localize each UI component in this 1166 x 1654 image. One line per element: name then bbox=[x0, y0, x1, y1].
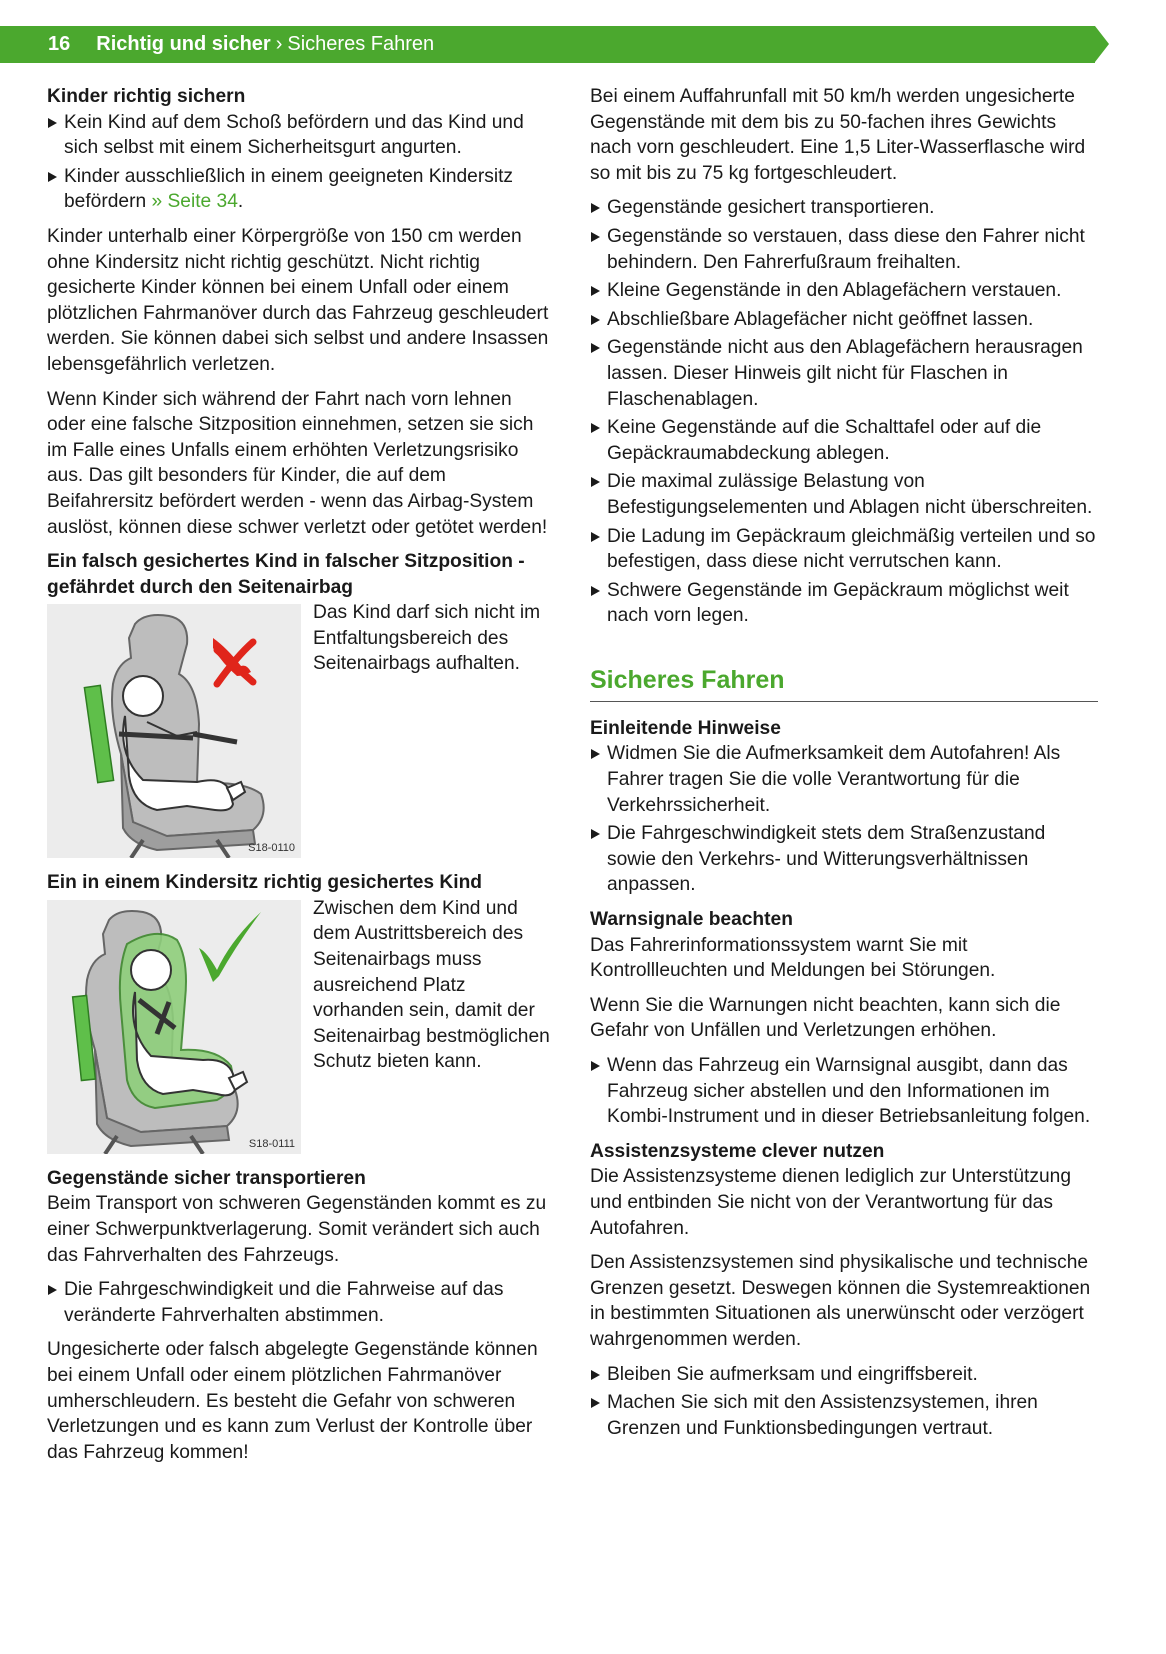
page-header bbox=[0, 26, 1095, 63]
intro-bullet-1: Widmen Sie die Aufmerksamkeit dem Autofahren! Als Fahrer tragen Sie die volle Verantwortung für die Verkehrssicherheit. bbox=[590, 741, 1098, 818]
intro-heading: Einleitende Hinweise bbox=[590, 717, 781, 739]
assist-bullet-2: Machen Sie sich mit den Assistenzsystemen, ihren Grenzen und Funktionsbedingungen vertraut. bbox=[590, 1390, 1098, 1441]
page-number: 16 bbox=[48, 33, 71, 55]
crash-bullet-3: Kleine Gegenstände in den Ablagefächern verstauen. bbox=[590, 278, 1098, 304]
objects-bullet-list bbox=[47, 1277, 555, 1328]
header-arrow-shape bbox=[1095, 26, 1109, 62]
assist-heading: Assistenzsysteme clever nutzen bbox=[590, 1140, 885, 1162]
warn-heading: Warnsignale beachten bbox=[590, 909, 793, 931]
left-column bbox=[47, 84, 555, 1474]
kids-bullet-list bbox=[47, 110, 555, 215]
figure-1-heading: Ein falsch gesichertes Kind in falscher Sitzposition - gefährdet durch den Seitenairbag bbox=[47, 551, 525, 598]
objects-bullet-1: Die Fahrgeschwindigkeit und die Fahrweise auf das veränderte Fahrverhalten abstimmen. bbox=[47, 1277, 555, 1328]
crash-bullet-2: Gegenstände so verstauen, dass diese den Fahrer nicht behindern. Den Fahrerfußraum freihalten. bbox=[590, 224, 1098, 275]
crash-bullet-1: Gegenstände gesichert transportieren. bbox=[590, 195, 1098, 221]
crash-bullet-8: Die Ladung im Gepäckraum gleichmäßig verteilen und so befestigen, dass diese nicht verrutschen kann. bbox=[590, 524, 1098, 575]
kids-bullet-2-tail: . bbox=[237, 191, 244, 213]
figure-correct-seating bbox=[47, 900, 301, 1154]
crash-bullet-7: Die maximal zulässige Belastung von Befestigungselementen und Ablagen nicht überschreiten. bbox=[590, 469, 1098, 520]
objects-paragraph-2: Ungesicherte oder falsch abgelegte Gegenstände können bei einem Unfall oder einem plötzlichen Fahrmanöver umherschleudern. Es besteht die Gefahr von schweren Verletzungen und es kann zum Verlust der Kontrolle über das Fahrzeug kommen! bbox=[47, 1339, 538, 1463]
figure-wrong-seating bbox=[47, 604, 301, 858]
figure-2-code: S18-0111 bbox=[248, 1137, 295, 1150]
kids-paragraph-1: Kinder unterhalb einer Körpergröße von 150 cm werden ohne Kindersitz nicht richtig geschützt. Nicht richtig gesicherte Kinder können bei einem Unfall oder einem plötzlichen Fahrmanöver durch das Fahrzeug geschleudert werden. Sie können dabei sich selbst und andere Insassen lebensgefährlich verletzen. bbox=[47, 225, 549, 375]
breadcrumb-chapter: Richtig und sicher bbox=[96, 33, 271, 55]
page-34-link[interactable]: » Seite 34 bbox=[151, 191, 238, 213]
breadcrumb-separator: › bbox=[275, 33, 283, 55]
right-column bbox=[590, 84, 1098, 1450]
warn-bullet-list bbox=[590, 1053, 1098, 1130]
crash-paragraph: Bei einem Auffahrunfall mit 50 km/h werden ungesicherte Gegenstände mit dem bis zu 50-fachen ihres Gewichts nach vorn geschleudert. Eine 1,5 Liter-Wasserflasche wird so mit bis zu 75 kg fortgeschleudert. bbox=[590, 86, 1086, 184]
figure-1-row bbox=[47, 604, 555, 858]
crash-bullet-9: Schwere Gegenstände im Gepäckraum möglichst weit nach vorn legen. bbox=[590, 578, 1098, 629]
figure-2-heading: Ein in einem Kindersitz richtig gesichertes Kind bbox=[47, 872, 483, 894]
crash-bullet-4: Abschließbare Ablagefächer nicht geöffnet lassen. bbox=[590, 307, 1098, 333]
crash-bullet-6: Keine Gegenstände auf die Schalttafel oder auf die Gepäckraumabdeckung ablegen. bbox=[590, 415, 1098, 466]
kids-heading: Kinder richtig sichern bbox=[47, 86, 246, 107]
green-checkmark-icon bbox=[47, 900, 301, 1154]
red-cross-icon bbox=[47, 604, 301, 858]
figure-1-caption: Das Kind darf sich nicht im Entfaltungsbereich des Seitenairbags aufhalten. bbox=[313, 602, 541, 675]
crash-bullet-5: Gegenstände nicht aus den Ablagefächern herausragen lassen. Dieser Hinweis gilt nicht für Flaschen in Flaschenablagen. bbox=[590, 335, 1098, 412]
objects-heading: Gegenstände sicher transportieren bbox=[47, 1167, 366, 1189]
intro-bullet-list bbox=[590, 741, 1098, 898]
crash-bullet-list bbox=[590, 195, 1098, 629]
assist-bullet-1: Bleiben Sie aufmerksam und eingriffsbereit. bbox=[590, 1362, 1098, 1388]
objects-paragraph-1: Beim Transport von schweren Gegenständen kommt es zu einer Schwerpunktverlagerung. Somit verändert sich auch das Fahrverhalten des Fahrzeugs. bbox=[47, 1193, 547, 1266]
kids-bullet-2-text: Kinder ausschließlich in einem geeigneten Kindersitz befördern bbox=[64, 165, 514, 213]
figure-2-row bbox=[47, 897, 555, 1154]
warn-bullet-1: Wenn das Fahrzeug ein Warnsignal ausgibt, dann das Fahrzeug sicher abstellen und den Informationen im Kombi-Instrument und in dieser Betriebsanleitung folgen. bbox=[590, 1053, 1098, 1130]
warn-paragraph-1: Das Fahrerinformationssystem warnt Sie mit Kontrollleuchten und Meldungen bei Störungen. bbox=[590, 934, 996, 982]
breadcrumb-section: Sicheres Fahren bbox=[287, 33, 435, 55]
assist-paragraph-2: Den Assistenzsystemen sind physikalische und technische Grenzen gesetzt. Deswegen können die Systemreaktionen in bestimmten Situationen als unerwünscht oder verzögert wahrgenommen werden. bbox=[590, 1252, 1091, 1350]
figure-2-caption: Zwischen dem Kind und dem Austrittsbereich des Seitenairbags muss ausreichend Platz vorhanden sein, damit der Seitenairbag bestmöglichen Schutz bieten kann. bbox=[313, 897, 550, 1073]
kids-paragraph-2: Wenn Kinder sich während der Fahrt nach vorn lehnen oder eine falsche Sitzposition einnehmen, setzen sie sich im Falle eines Unfalls einem erhöhten Verletzungsrisiko aus. Das gilt besonders für Kinder, die auf dem Beifahrersitz befördert werden - wenn das Airbag-System auslöst, können diese schwer verletzt oder getötet werden! bbox=[47, 388, 548, 538]
kids-bullet-1: Kein Kind auf dem Schoß befördern und das Kind und sich selbst mit einem Sicherheitsgurt angurten. bbox=[47, 110, 555, 161]
intro-bullet-2: Die Fahrgeschwindigkeit stets dem Straßenzustand sowie den Verkehrs- und Witterungsverhältnissen anpassen. bbox=[590, 821, 1098, 898]
figure-1-code: S18-0110 bbox=[248, 842, 295, 855]
assist-paragraph-1: Die Assistenzsysteme dienen lediglich zur Unterstützung und entbinden Sie nicht von der Verantwortung für das Autofahren. bbox=[590, 1166, 1071, 1239]
section-title: Sicheres Fahren bbox=[590, 665, 1098, 702]
kids-bullet-2 bbox=[47, 164, 555, 215]
assist-bullet-list bbox=[590, 1362, 1098, 1442]
warn-paragraph-2: Wenn Sie die Warnungen nicht beachten, kann sich die Gefahr von Unfällen und Verletzungen erhöhen. bbox=[590, 994, 1061, 1042]
